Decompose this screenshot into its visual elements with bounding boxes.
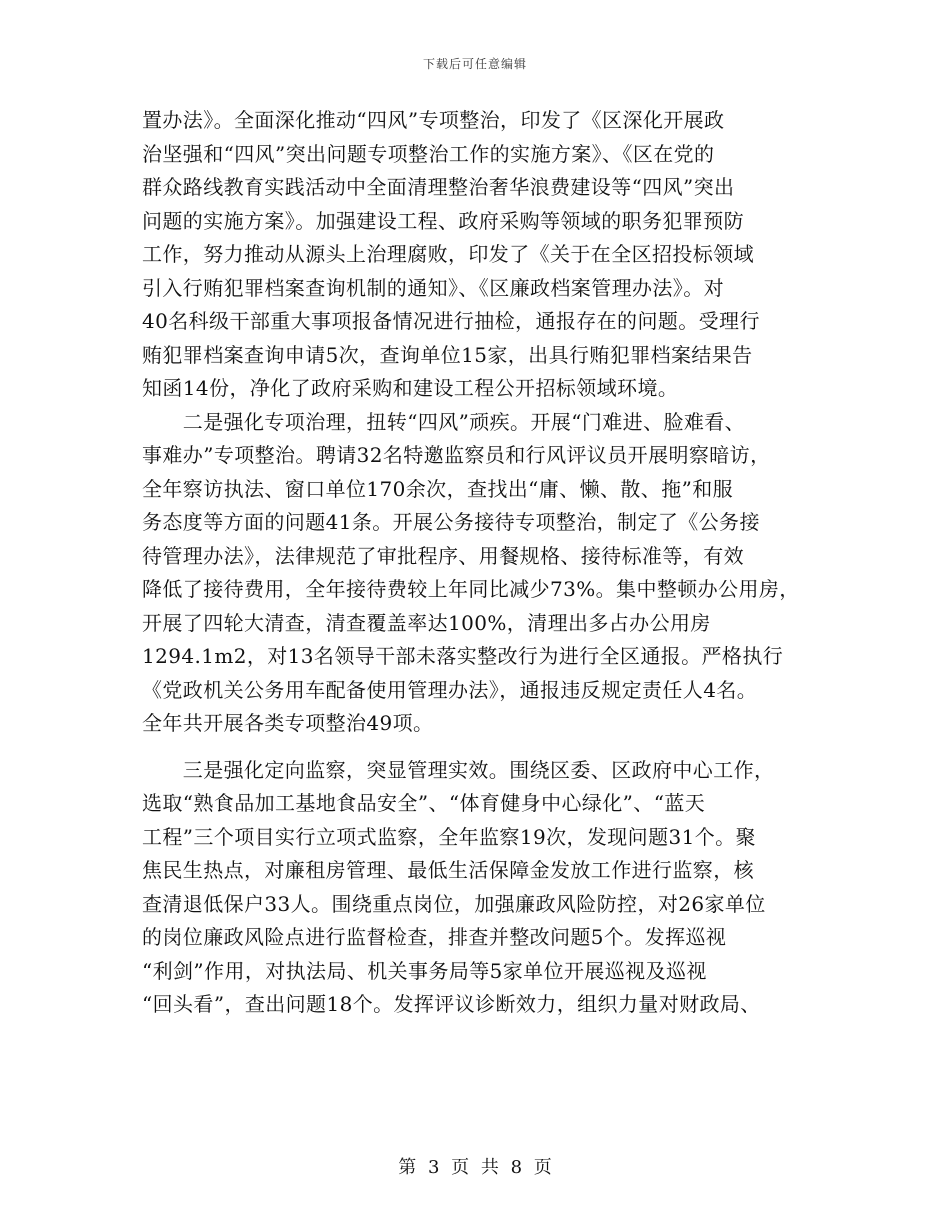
- text-line: 1294.1m2，对13名领导干部未落实整改行为进行全区通报。严格执行: [142, 644, 784, 668]
- text-line: 务态度等方面的问题41条。开展公务接待专项整治，制定了《公务接: [142, 510, 760, 534]
- text-line: 知函14份，净化了政府采购和建设工程公开招标领域环境。: [142, 376, 679, 400]
- text-line: 引入行贿犯罪档案查询机制的通知》、《区廉政档案管理办法》。对: [142, 275, 724, 300]
- text-line: 全年察访执法、窗口单位170余次，查找出“庸、懒、散、拖”和服: [142, 476, 734, 501]
- text-line: 焦民生热点，对廉租房管理、最低生活保障金发放工作进行监察，核: [142, 858, 754, 882]
- text-line: “利剑”作用，对执法局、机关事务局等5家单位开展巡视及巡视: [142, 958, 707, 983]
- paragraph-start-line: 三是强化定向监察，突显管理实效。围绕区委、区政府中心工作，: [142, 757, 775, 782]
- text-line: 群众路线教育实践活动中全面清理整治奢华浪费建设等“四风”突出: [142, 175, 735, 199]
- text-line: 《党政机关公务用车配备使用管理办法》，通报违反规定责任人4名。: [142, 677, 758, 702]
- paragraph-start-line: 二是强化专项治理，扭转“四风”顽疾。开展“门难进、脸难看、: [142, 409, 746, 434]
- text-line: “回头看”，查出问题18个。发挥评议诊断效力，组织力量对财政局、: [142, 992, 761, 1016]
- page-header: 下载后可任意编辑: [422, 57, 527, 71]
- text-line: 查清退低保户33人。围绕重点岗位，加强廉政风险防控，对26家单位: [142, 891, 766, 916]
- text-line: 置办法》。全面深化推动“四风”专项整治，印发了《区深化开展政: [142, 108, 725, 132]
- text-line: 的岗位廉政风险点进行监督检查，排查并整改问题5个。发挥巡视: [142, 925, 727, 949]
- text-line: 问题的实施方案》。加强建设工程、政府采购等领域的职务犯罪预防: [142, 208, 744, 233]
- document-body: [142, 104, 832, 1022]
- text-line: 贿犯罪档案查询申请5次，查询单位15家，出具行贿犯罪档案结果告: [142, 342, 753, 367]
- text-line: 工程”三个项目实行立项式监察，全年监察19次，发现问题31个。聚: [142, 824, 756, 849]
- text-line: 治坚强和“四风”突出问题专项整治工作的实施方案》、《区在党的: [142, 141, 715, 166]
- paragraph-gap: [142, 741, 832, 754]
- page-number-footer: 第 3 页 共 8 页: [398, 1157, 552, 1178]
- text-line: 降低了接待费用，全年接待费较上年同比减少73%。集中整顿办公用房，: [142, 577, 800, 601]
- text-line: 选取“熟食品加工基地食品安全”、“体育健身中心绿化”、“蓝天: [142, 791, 706, 815]
- text-line: 40名科级干部重大事项报备情况进行抽检，通报存在的问题。受理行: [142, 309, 760, 333]
- text-line: 事难办”专项整治。聘请32名特邀监察员和行风评议员开展明察暗访，: [142, 443, 771, 467]
- text-line: 开展了四轮大清查，清查覆盖率达100%，清理出多占办公用房: [142, 610, 711, 635]
- text-line: 工作，努力推动从源头上治理腐败，印发了《关于在全区招投标领域: [142, 242, 754, 266]
- text-line: 全年共开展各类专项整治49项。: [142, 711, 434, 735]
- text-line: 待管理办法》，法律规范了审批程序、用餐规格、接待标准等，有效: [142, 543, 744, 568]
